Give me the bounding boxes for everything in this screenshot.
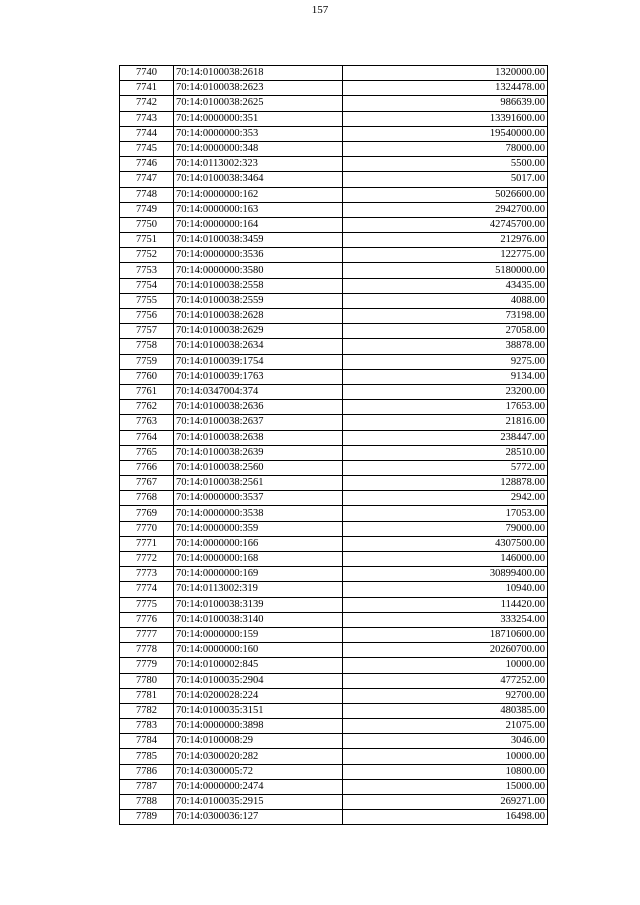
row-number-cell: 7778 (120, 643, 174, 658)
cadastral-number-cell: 70:14:0100038:3139 (174, 597, 343, 612)
row-number-cell: 7760 (120, 369, 174, 384)
value-cell: 2942.00 (343, 491, 548, 506)
value-cell: 17653.00 (343, 400, 548, 415)
row-number-cell: 7768 (120, 491, 174, 506)
value-cell: 5772.00 (343, 460, 548, 475)
value-cell: 480385.00 (343, 703, 548, 718)
table-row (120, 141, 548, 156)
value-cell: 269271.00 (343, 795, 548, 810)
row-number-cell: 7745 (120, 141, 174, 156)
cadastral-number-cell: 70:14:0000000:160 (174, 643, 343, 658)
cadastral-number-cell: 70:14:0100008:29 (174, 734, 343, 749)
row-number-cell: 7780 (120, 673, 174, 688)
value-cell: 73198.00 (343, 309, 548, 324)
table-row (120, 582, 548, 597)
value-cell: 5180000.00 (343, 263, 548, 278)
table-row (120, 339, 548, 354)
value-cell: 20260700.00 (343, 643, 548, 658)
cadastral-number-cell: 70:14:0100039:1754 (174, 354, 343, 369)
row-number-cell: 7769 (120, 506, 174, 521)
table-row (120, 567, 548, 582)
cadastral-number-cell: 70:14:0100038:2618 (174, 66, 343, 81)
value-cell: 4307500.00 (343, 536, 548, 551)
row-number-cell: 7788 (120, 795, 174, 810)
row-number-cell: 7742 (120, 96, 174, 111)
table-row (120, 172, 548, 187)
table-row (120, 476, 548, 491)
value-cell: 3046.00 (343, 734, 548, 749)
table-row (120, 66, 548, 81)
cadastral-number-cell: 70:14:0100038:2637 (174, 415, 343, 430)
value-cell: 146000.00 (343, 552, 548, 567)
row-number-cell: 7751 (120, 233, 174, 248)
cadastral-number-cell: 70:14:0100038:2634 (174, 339, 343, 354)
row-number-cell: 7770 (120, 521, 174, 536)
row-number-cell: 7753 (120, 263, 174, 278)
row-number-cell: 7789 (120, 810, 174, 825)
table-row (120, 81, 548, 96)
row-number-cell: 7771 (120, 536, 174, 551)
cadastral-number-cell: 70:14:0100002:845 (174, 658, 343, 673)
row-number-cell: 7766 (120, 460, 174, 475)
cadastral-number-cell: 70:14:0100038:2638 (174, 430, 343, 445)
cadastral-number-cell: 70:14:0000000:3580 (174, 263, 343, 278)
cadastral-number-cell: 70:14:0100038:2628 (174, 309, 343, 324)
cadastral-number-cell: 70:14:0300036:127 (174, 810, 343, 825)
cadastral-number-cell: 70:14:0000000:3898 (174, 719, 343, 734)
cadastral-number-cell: 70:14:0000000:163 (174, 202, 343, 217)
row-number-cell: 7744 (120, 126, 174, 141)
row-number-cell: 7740 (120, 66, 174, 81)
table-row (120, 658, 548, 673)
value-cell: 122775.00 (343, 248, 548, 263)
cadastral-number-cell: 70:14:0100038:2560 (174, 460, 343, 475)
row-number-cell: 7763 (120, 415, 174, 430)
row-number-cell: 7756 (120, 309, 174, 324)
cadastral-number-cell: 70:14:0100038:3140 (174, 612, 343, 627)
value-cell: 15000.00 (343, 779, 548, 794)
table-row (120, 157, 548, 172)
value-cell: 212976.00 (343, 233, 548, 248)
cadastral-number-cell: 70:14:0000000:3538 (174, 506, 343, 521)
row-number-cell: 7784 (120, 734, 174, 749)
value-cell: 9275.00 (343, 354, 548, 369)
table-row (120, 233, 548, 248)
value-cell: 27058.00 (343, 324, 548, 339)
table-row (120, 96, 548, 111)
row-number-cell: 7772 (120, 552, 174, 567)
table-row (120, 627, 548, 642)
row-number-cell: 7758 (120, 339, 174, 354)
cadastral-number-cell: 70:14:0113002:323 (174, 157, 343, 172)
table-row (120, 779, 548, 794)
row-number-cell: 7746 (120, 157, 174, 172)
row-number-cell: 7773 (120, 567, 174, 582)
row-number-cell: 7750 (120, 217, 174, 232)
cadastral-number-cell: 70:14:0347004:374 (174, 384, 343, 399)
row-number-cell: 7786 (120, 764, 174, 779)
value-cell: 30899400.00 (343, 567, 548, 582)
table-row (120, 126, 548, 141)
value-cell: 23200.00 (343, 384, 548, 399)
row-number-cell: 7762 (120, 400, 174, 415)
value-cell: 78000.00 (343, 141, 548, 156)
value-cell: 1320000.00 (343, 66, 548, 81)
cadastral-number-cell: 70:14:0100038:2623 (174, 81, 343, 96)
table-row (120, 597, 548, 612)
row-number-cell: 7748 (120, 187, 174, 202)
cadastral-number-cell: 70:14:0000000:3537 (174, 491, 343, 506)
cadastral-number-cell: 70:14:0100038:2558 (174, 278, 343, 293)
value-cell: 10800.00 (343, 764, 548, 779)
cadastral-number-cell: 70:14:0100035:2904 (174, 673, 343, 688)
cadastral-number-cell: 70:14:0100038:2629 (174, 324, 343, 339)
row-number-cell: 7761 (120, 384, 174, 399)
value-cell: 43435.00 (343, 278, 548, 293)
row-number-cell: 7747 (120, 172, 174, 187)
value-cell: 5500.00 (343, 157, 548, 172)
value-cell: 92700.00 (343, 688, 548, 703)
table-row (120, 384, 548, 399)
table-row (120, 703, 548, 718)
cadastral-number-cell: 70:14:0000000:164 (174, 217, 343, 232)
value-cell: 5026600.00 (343, 187, 548, 202)
cadastral-number-cell: 70:14:0000000:351 (174, 111, 343, 126)
cadastral-number-cell: 70:14:0200028:224 (174, 688, 343, 703)
table-row (120, 309, 548, 324)
table-row (120, 445, 548, 460)
table-row (120, 111, 548, 126)
table-row (120, 248, 548, 263)
value-cell: 21075.00 (343, 719, 548, 734)
table-row (120, 293, 548, 308)
cadastral-number-cell: 70:14:0100038:2561 (174, 476, 343, 491)
cadastral-number-cell: 70:14:0000000:168 (174, 552, 343, 567)
value-cell: 4088.00 (343, 293, 548, 308)
table-row (120, 354, 548, 369)
row-number-cell: 7767 (120, 476, 174, 491)
table-row (120, 187, 548, 202)
value-cell: 333254.00 (343, 612, 548, 627)
row-number-cell: 7782 (120, 703, 174, 718)
row-number-cell: 7755 (120, 293, 174, 308)
value-cell: 9134.00 (343, 369, 548, 384)
cadastral-number-cell: 70:14:0300020:282 (174, 749, 343, 764)
row-number-cell: 7783 (120, 719, 174, 734)
cadastral-number-cell: 70:14:0000000:166 (174, 536, 343, 551)
cadastral-value-table (119, 65, 548, 825)
value-cell: 19540000.00 (343, 126, 548, 141)
value-cell: 128878.00 (343, 476, 548, 491)
value-cell: 114420.00 (343, 597, 548, 612)
table-row (120, 460, 548, 475)
cadastral-number-cell: 70:14:0100038:3464 (174, 172, 343, 187)
table-row (120, 749, 548, 764)
table-body (120, 66, 548, 825)
row-number-cell: 7785 (120, 749, 174, 764)
row-number-cell: 7759 (120, 354, 174, 369)
table-row (120, 552, 548, 567)
table-row (120, 202, 548, 217)
table-row (120, 643, 548, 658)
table-row (120, 278, 548, 293)
row-number-cell: 7752 (120, 248, 174, 263)
value-cell: 42745700.00 (343, 217, 548, 232)
cadastral-number-cell: 70:14:0100035:2915 (174, 795, 343, 810)
table-row (120, 263, 548, 278)
value-cell: 1324478.00 (343, 81, 548, 96)
table-row (120, 217, 548, 232)
row-number-cell: 7779 (120, 658, 174, 673)
value-cell: 10000.00 (343, 658, 548, 673)
row-number-cell: 7787 (120, 779, 174, 794)
row-number-cell: 7743 (120, 111, 174, 126)
value-cell: 21816.00 (343, 415, 548, 430)
table-row (120, 810, 548, 825)
table-row (120, 415, 548, 430)
value-cell: 79000.00 (343, 521, 548, 536)
value-cell: 17053.00 (343, 506, 548, 521)
cadastral-number-cell: 70:14:0100038:2639 (174, 445, 343, 460)
value-cell: 28510.00 (343, 445, 548, 460)
row-number-cell: 7757 (120, 324, 174, 339)
row-number-cell: 7776 (120, 612, 174, 627)
table-row (120, 430, 548, 445)
table-row (120, 688, 548, 703)
cadastral-number-cell: 70:14:0000000:3536 (174, 248, 343, 263)
table-row (120, 491, 548, 506)
cadastral-number-cell: 70:14:0000000:348 (174, 141, 343, 156)
value-cell: 16498.00 (343, 810, 548, 825)
row-number-cell: 7749 (120, 202, 174, 217)
row-number-cell: 7765 (120, 445, 174, 460)
cadastral-number-cell: 70:14:0000000:159 (174, 627, 343, 642)
value-cell: 38878.00 (343, 339, 548, 354)
table-row (120, 506, 548, 521)
value-cell: 5017.00 (343, 172, 548, 187)
table-row (120, 612, 548, 627)
cadastral-number-cell: 70:14:0100038:2625 (174, 96, 343, 111)
cadastral-number-cell: 70:14:0000000:162 (174, 187, 343, 202)
cadastral-number-cell: 70:14:0300005:72 (174, 764, 343, 779)
value-cell: 238447.00 (343, 430, 548, 445)
table-row (120, 764, 548, 779)
value-cell: 10000.00 (343, 749, 548, 764)
value-cell: 10940.00 (343, 582, 548, 597)
value-cell: 2942700.00 (343, 202, 548, 217)
table-row (120, 673, 548, 688)
row-number-cell: 7764 (120, 430, 174, 445)
table-row (120, 795, 548, 810)
page-number: 157 (311, 4, 329, 16)
value-cell: 18710600.00 (343, 627, 548, 642)
cadastral-number-cell: 70:14:0113002:319 (174, 582, 343, 597)
row-number-cell: 7775 (120, 597, 174, 612)
table-row (120, 324, 548, 339)
cadastral-number-cell: 70:14:0100039:1763 (174, 369, 343, 384)
cadastral-number-cell: 70:14:0000000:353 (174, 126, 343, 141)
cadastral-number-cell: 70:14:0100038:3459 (174, 233, 343, 248)
value-cell: 477252.00 (343, 673, 548, 688)
row-number-cell: 7741 (120, 81, 174, 96)
cadastral-number-cell: 70:14:0100038:2636 (174, 400, 343, 415)
value-cell: 13391600.00 (343, 111, 548, 126)
table-row (120, 521, 548, 536)
cadastral-number-cell: 70:14:0000000:169 (174, 567, 343, 582)
table-row (120, 536, 548, 551)
cadastral-number-cell: 70:14:0000000:2474 (174, 779, 343, 794)
row-number-cell: 7774 (120, 582, 174, 597)
table-row (120, 734, 548, 749)
table-row (120, 719, 548, 734)
row-number-cell: 7754 (120, 278, 174, 293)
value-cell: 986639.00 (343, 96, 548, 111)
cadastral-number-cell: 70:14:0100035:3151 (174, 703, 343, 718)
row-number-cell: 7781 (120, 688, 174, 703)
row-number-cell: 7777 (120, 627, 174, 642)
table-row (120, 369, 548, 384)
cadastral-number-cell: 70:14:0000000:359 (174, 521, 343, 536)
cadastral-number-cell: 70:14:0100038:2559 (174, 293, 343, 308)
table-row (120, 400, 548, 415)
